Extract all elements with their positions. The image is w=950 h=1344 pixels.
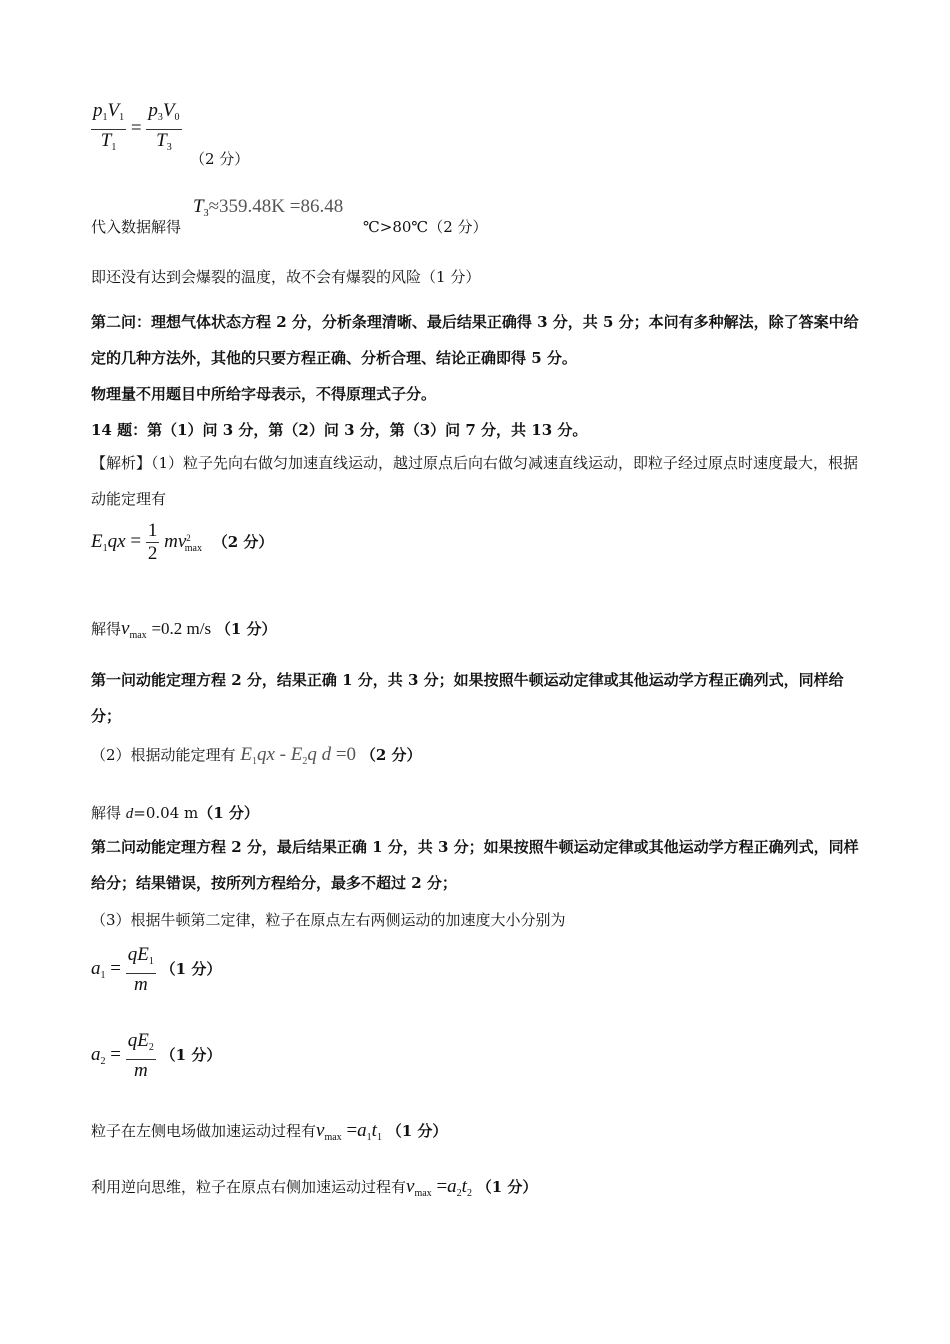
grading-note-symbols: 物理量不用题目中所给字母表示，不得原理式子分。 bbox=[91, 385, 437, 403]
analysis-part3: （3）根据牛顿第二定律，粒子在原点左右两侧运动的加速度大小分别为 bbox=[91, 911, 566, 929]
document-page: $\frac{p_1V_1}{T_1}$ = $\frac{p_3V_0}{T_3}$ （2 分） 代入数据解得 $T_3\approx 359.48K =86.48$ ℃>80℃（2 分） 即还没有达到会爆裂的温度，故不会有爆裂的风险（1 分） 第二问：理想气体状态方程 2 分，分析条理清晰、最后结果正确得 3 分，共 5 分；本问有多种解法，除了答案中给定的几种方法外，其他的只要方程正确、分析合理、结论正确即得 5 分。 物理量不用题目中所给字母表示，不得原理式子分。 14 题：第（1）问 3 分，第（2）问 3 分，第（3）问 7 分，共 13 分。 【解析】（1）粒子先向右做匀加速直线运动，越过原点后向右做匀减速直线运动，即粒子经过原点时速度最大，根据动能定理有 $E_1qx$ = $\frac{1}{2}$ $mv^2_{max}$ （2 分） 解得$v_{max} =0.2$ m/s （1 分） 第一问动能定理方程 2 分，结果正确 1 分，共 3 分；如果按照牛顿运动定律或其他运动学方程正确列式，同样给分； （2）根据动能定理有 $E_1qx - E_2q$ d =0 （2 分） 解得 d=0.04 m（1 分） 第二问动能定理方程 2 分，最后结果正确 1 分，共 3 分；如果按照牛顿运动定律或其他运动学方程正确列式，同样给分；结果错误，按所列方程给分，最多不超过 2 分； （3）根据牛顿第二定律，粒子在原点左右两侧运动的加速度大小分别为 $a_1$ = $\frac{qE_1}{m}$ （1 分） $a_2$ = $\frac{qE_2}{m}$ （1 分） 粒子在左侧电场做加速运动过程有$v_{max} =a_1t_1$ （1 分） 利用逆向思维，粒子在原点右侧加速运动过程有$v_{max} =a_2t_2$ （1 分） bbox=[0, 0, 950, 1344]
formula-a1: $a_1$ = $\frac{qE_1}{m}$ （1 分） bbox=[91, 944, 222, 995]
formula-kinetic-energy: $E_1qx$ = $\frac{1}{2}$ $mv^2_{max}$ （2 分） bbox=[91, 520, 274, 564]
grading-note-q14-2: 第二问动能定理方程 2 分，最后结果正确 1 分，共 3 分；如果按照牛顿运动定律或其他运动学方程正确列式，同样给分；结果错误，按所列方程给分，最多不超过 2 分； bbox=[91, 838, 859, 892]
left-field-equation: 粒子在左侧电场做加速运动过程有$v_{max} =a_1t_1$ （1 分） bbox=[91, 1120, 448, 1143]
grading-note-q14-1: 第一问动能定理方程 2 分，结果正确 1 分，共 3 分；如果按照牛顿运动定律或其他运动学方程正确列式，同样给分； bbox=[91, 671, 844, 725]
score-note: （2 分） bbox=[190, 150, 250, 168]
conclusion-text: 即还没有达到会爆裂的温度，故不会有爆裂的风险（1 分） bbox=[91, 268, 481, 286]
q14-score-header: 14 题：第（1）问 3 分，第（2）问 3 分，第（3）问 7 分，共 13 分。 bbox=[91, 421, 588, 439]
energy-equation-2: （2）根据动能定理有 $E_1qx - E_2q$ d =0 （2 分） bbox=[91, 744, 422, 767]
d-result: 解得 d=0.04 m（1 分） bbox=[91, 804, 259, 822]
formula-gas-law: $\frac{p_1V_1}{T_1}$ = $\frac{p_3V_0}{T_3}$ bbox=[93, 100, 180, 153]
vmax-result: 解得$v_{max} =0.2$ m/s （1 分） bbox=[91, 618, 277, 641]
analysis-part1: 【解析】（1）粒子先向右做匀加速直线运动，越过原点后向右做匀减速直线运动，即粒子经过原点时速度最大，根据动能定理有 bbox=[91, 454, 859, 508]
grading-note-q2: 第二问：理想气体状态方程 2 分，分析条理清晰、最后结果正确得 3 分，共 5 分；本问有多种解法，除了答案中给定的几种方法外，其他的只要方程正确、分析合理、结论正确即得 5 分。 bbox=[91, 313, 859, 367]
right-field-equation: 利用逆向思维，粒子在原点右侧加速运动过程有$v_{max} =a_2t_2$ （1 分） bbox=[91, 1176, 538, 1199]
formula-a2: $a_2$ = $\frac{qE_2}{m}$ （1 分） bbox=[91, 1030, 222, 1081]
